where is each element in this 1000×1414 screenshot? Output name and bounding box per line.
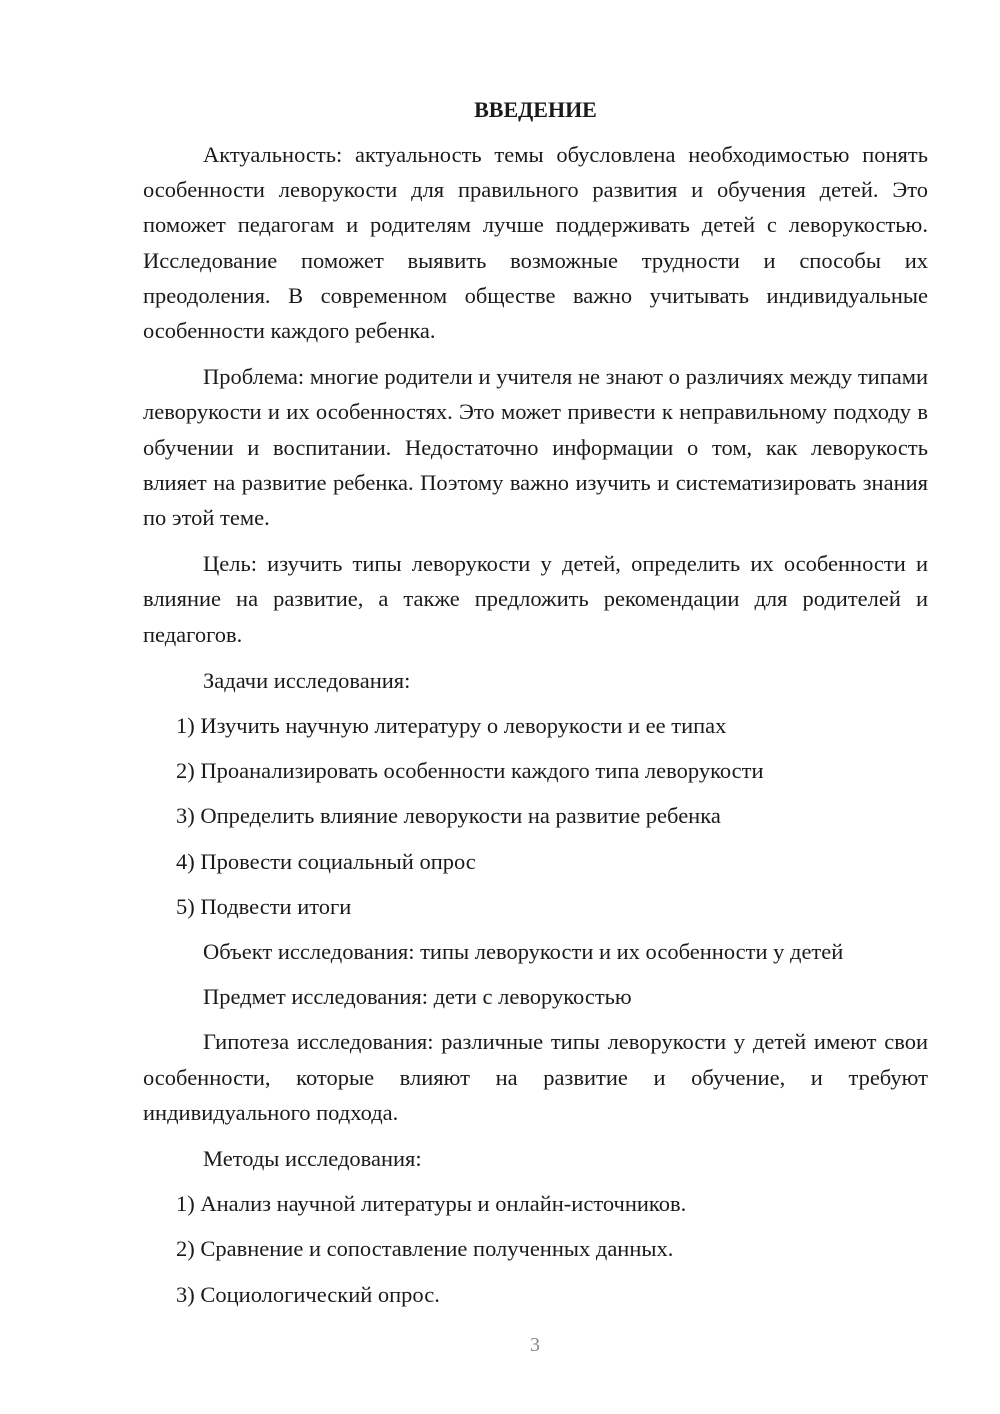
- research-subject: Предмет исследования: дети с леворукостью: [203, 984, 632, 1010]
- page-title: ВВЕДЕНИЕ: [474, 97, 597, 122]
- task-item: 3) Определить влияние леворукости на развитие ребенка: [176, 803, 721, 829]
- methods-label: Методы исследования:: [203, 1146, 422, 1172]
- research-object: Объект исследования: типы леворукости и их особенности у детей: [203, 939, 844, 965]
- method-item: 3) Социологический опрос.: [176, 1281, 440, 1307]
- tasks-label: Задачи исследования:: [203, 667, 411, 693]
- paragraph-problem: Проблема: многие родители и учителя не знают о различиях между типами леворукости и их особенностях. Это может привести к неправильному подходу в обучении и воспитании. Недостаточно информации о том, как леворукость влияет на развитие ребенка. Поэтому важно изучить и систематизировать знания по этой теме.: [143, 364, 928, 531]
- task-item: 4) Провести социальный опрос: [176, 848, 476, 874]
- task-item: 5) Подвести итоги: [176, 893, 352, 919]
- paragraph-goal: Цель: изучить типы леворукости у детей, определить их особенности и влияние на развитие, а также предложить рекомендации для родителей и педагогов.: [143, 551, 928, 647]
- paragraph-relevance: Актуальность: актуальность темы обусловлена необходимостью понять особенности леворукости для правильного развития и обучения детей. Это поможет педагогам и родителям лучше поддерживать детей с леворукостью. Исследование поможет выявить возможные трудности и способы их преодоления. В современном обществе важно учитывать индивидуальные особенности каждого ребенка.: [143, 142, 928, 344]
- document-page: [143, 94, 928, 1322]
- paragraph-hypothesis: Гипотеза исследования: различные типы леворукости у детей имеют свои особенности, которые влияют на развитие и обучение, и требуют индивидуального подхода.: [143, 1029, 928, 1125]
- task-item: 2) Проанализировать особенности каждого типа леворукости: [176, 758, 764, 784]
- task-item: 1) Изучить научную литературу о леворукости и ее типах: [176, 713, 727, 739]
- method-item: 1) Анализ научной литературы и онлайн-источников.: [176, 1191, 687, 1217]
- method-item: 2) Сравнение и сопоставление полученных данных.: [176, 1236, 674, 1262]
- page-number: 3: [530, 1334, 540, 1356]
